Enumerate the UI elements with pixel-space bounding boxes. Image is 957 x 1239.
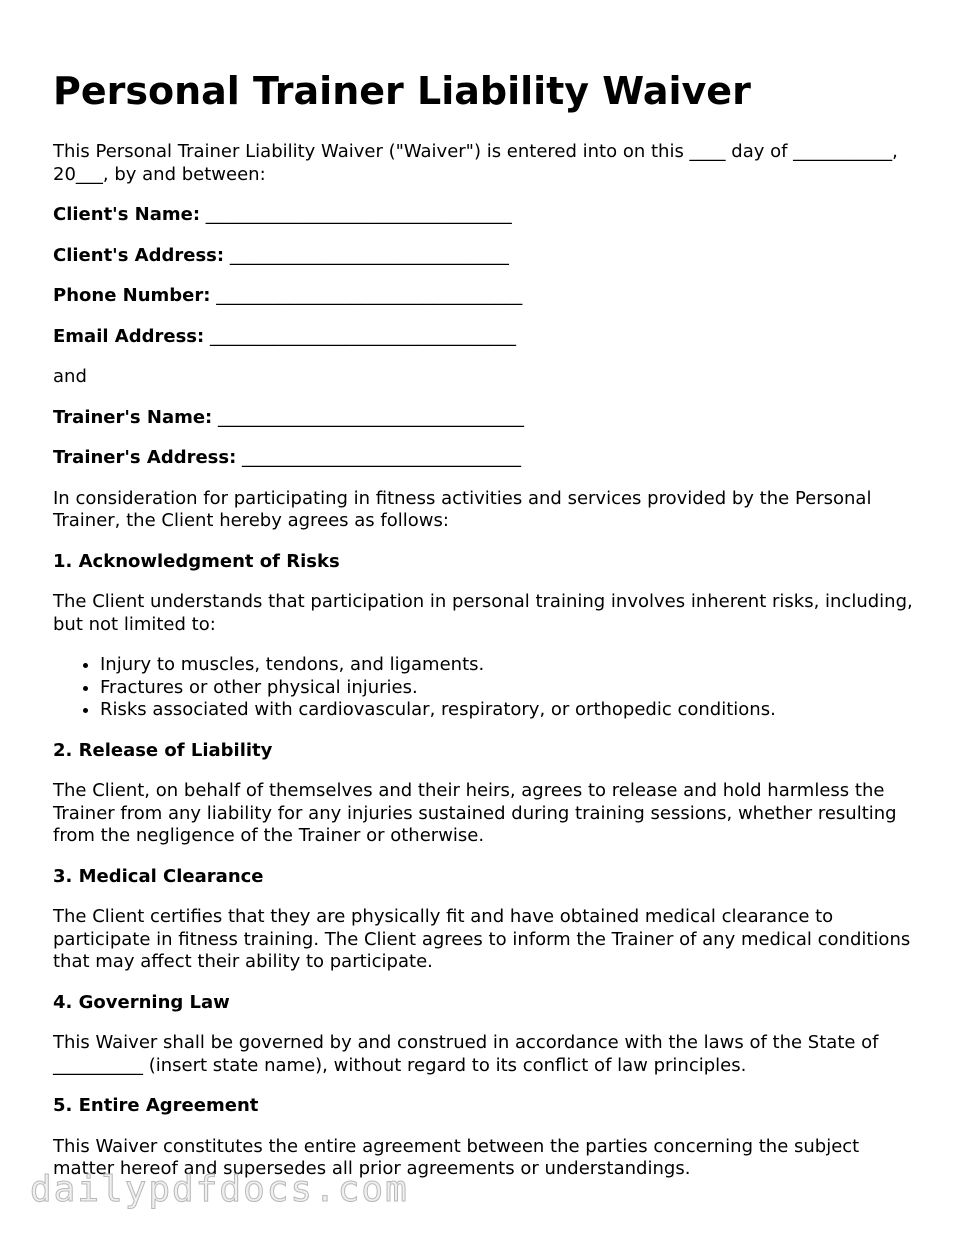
section-text-agreement: This Waiver constitutes the entire agreement between the parties concerning the subject matter hereof and supersedes all prior agreements or understandings. — [53, 1135, 860, 1179]
client-address-label: Client's Address: — [53, 244, 225, 266]
section-heading-law: 4. Governing Law — [53, 991, 230, 1013]
email-address-label: Email Address: — [53, 325, 205, 347]
phone-number-label: Phone Number: — [53, 285, 211, 306]
watermark: dailypdfdocs.com — [30, 1169, 409, 1210]
section-text-medical: The Client certifies that they are physically fit and have obtained medical clearance to participate in fitness training. The Client agrees to inform the Trainer of any medical conditions that may affect their ability to participate. — [53, 906, 911, 972]
client-name-blank: __________________________________ — [205, 204, 512, 225]
trainer-name-field — [53, 407, 913, 430]
trainer-address-label: Trainer's Address: — [53, 447, 237, 468]
trainer-address-blank: _______________________________ — [242, 447, 522, 468]
section-heading-release: 2. Release of Liability — [53, 739, 273, 761]
trainer-address-field — [53, 447, 913, 470]
section-heading-risks: 1. Acknowledgment of Risks — [53, 550, 340, 572]
email-address-field — [53, 326, 913, 349]
list-item: • Risks associated with cardiovascular, respiratory, or orthopedic conditions. — [100, 699, 913, 722]
section-text-risks: The Client understands that participation in personal training involves inherent risks, including, but not limited to: — [53, 591, 913, 635]
section-text-law: This Waiver shall be governed by and construed in accordance with the laws of the State of __________ (insert state name), without regard to its conflict of law principles. — [53, 1032, 879, 1076]
and-text: and — [53, 366, 87, 387]
list-item: • Injury to muscles, tendons, and ligaments. — [100, 654, 913, 677]
trainer-name-label: Trainer's Name: — [53, 406, 213, 428]
client-address-field — [53, 245, 913, 268]
section-text-release: The Client, on behalf of themselves and their heirs, agrees to release and hold harmless the Trainer from any liability for any injuries sustained during training sessions, whether resulting from the negligence of the Trainer or otherwise. — [53, 780, 897, 846]
client-address-blank: _______________________________ — [229, 244, 509, 266]
trainer-name-blank: __________________________________ — [218, 406, 524, 428]
intro-paragraph: This Personal Trainer Liability Waiver ("Waiver") is entered into on this ____ day of ___________, 20___, by and between: — [53, 141, 898, 185]
consideration-paragraph: In consideration for participating in fitness activities and services provided by the Personal Trainer, the Client hereby agrees as follows: — [53, 487, 872, 531]
document-page — [53, 66, 913, 1199]
risks-list — [53, 654, 913, 722]
email-address-blank: __________________________________ — [209, 325, 516, 347]
section-heading-agreement: 5. Entire Agreement — [53, 1095, 259, 1116]
document-title: Personal Trainer Liability Waiver — [53, 69, 751, 113]
phone-number-blank: __________________________________ — [216, 285, 523, 306]
section-heading-medical: 3. Medical Clearance — [53, 865, 264, 887]
client-name-label: Client's Name: — [53, 204, 201, 225]
phone-number-field — [53, 285, 913, 308]
list-item: • Fractures or other physical injuries. — [100, 677, 913, 700]
client-name-field — [53, 204, 913, 227]
